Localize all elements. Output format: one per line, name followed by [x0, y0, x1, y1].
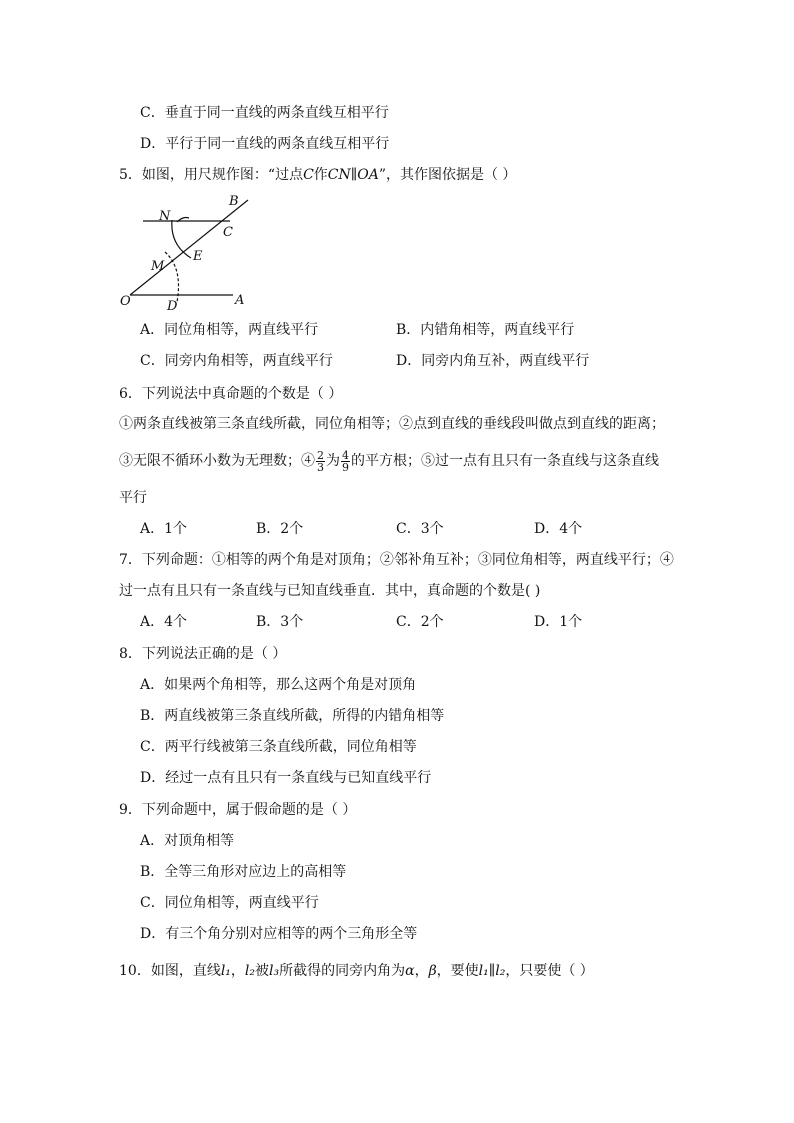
q6-frac1-den: 3	[317, 460, 324, 474]
q5-option-d: D．同旁内角互补，两直线平行	[396, 353, 590, 369]
q10-alpha: α	[405, 963, 415, 979]
q10-text-2: 被	[255, 963, 270, 979]
q5-stem-text-2: 作	[313, 167, 328, 183]
q8-option-c: C．两平行线被第三条直线所截，同位角相等	[140, 739, 417, 755]
q5-label-b: B	[229, 194, 239, 209]
q5-label-e: E	[193, 249, 203, 264]
q8-option-b: B．两直线被第三条直线所截，所得的内错角相等	[140, 708, 445, 724]
q10-line-l1: l₁	[220, 963, 231, 979]
q5-label-o: O	[120, 294, 131, 309]
q6-line-1: ①两条直线被第三条直线所截，同位角相等；②点到直线的垂线段叫做点到直线的距离；	[119, 416, 665, 432]
q5-figure	[115, 190, 265, 315]
q10-line-l1-b: l₁	[478, 963, 489, 979]
q5-stem-text: 5．如图，用尺规作图：“过点	[119, 167, 304, 183]
q6-line-2-text: ③无限不循环小数为无理数；④	[119, 453, 315, 469]
q6-line-3: 平行	[119, 490, 147, 506]
q6-option-b: B．2个	[256, 521, 304, 537]
q5-label-m: M	[151, 259, 165, 274]
q5-point-c: C	[303, 167, 314, 183]
q10-line-l3: l₃	[269, 963, 280, 979]
q10-stem	[119, 962, 594, 980]
q6-frac2-den: 9	[342, 460, 349, 474]
q7-option-b: B．3个	[256, 614, 304, 630]
q10-text-5: ，只要使（ ）	[505, 963, 594, 979]
q6-fraction-4-9	[341, 450, 350, 473]
q9-option-d: D．有三个角分别对应相等的两个三角形全等	[140, 926, 418, 942]
q5-option-c: C．同旁内角相等，两直线平行	[140, 353, 333, 369]
q10-text-1: 10．如图，直线	[119, 963, 221, 979]
q4-option-d: D．平行于同一直线的两条直线互相平行	[140, 136, 390, 152]
q10-parallel-symbol: ∥	[488, 963, 496, 979]
q5-option-a: A．同位角相等，两直线平行	[140, 322, 319, 338]
q7-option-c: C．2个	[396, 614, 444, 630]
q10-sep-2: ，	[414, 963, 429, 979]
q6-line-2-post: 的平方根；⑤过一点有且只有一条直线与这条直线	[351, 453, 659, 469]
q10-line-l2-b: l₂	[495, 963, 506, 979]
q5-stem-text-3: ”，其作图依据是（ ）	[378, 167, 517, 183]
q10-beta: β	[428, 963, 437, 979]
q10-line-l2: l₂	[244, 963, 256, 979]
q9-option-b: B．全等三角形对应边上的高相等	[140, 864, 347, 880]
q7-line-2: 过一点有且只有一条直线与已知直线垂直．其中，真命题的个数是( )	[119, 583, 541, 599]
q7-option-a: A．4个	[140, 614, 188, 630]
q6-frac1-num: 2	[317, 448, 324, 462]
q5-label-d: D	[167, 299, 178, 314]
q10-sep: ，	[230, 963, 245, 979]
q5-stem	[119, 166, 516, 184]
q5-line-cn: CN	[327, 167, 351, 183]
q9-option-c: C．同位角相等，两直线平行	[140, 895, 319, 911]
q5-option-b: B．内错角相等，两直线平行	[396, 322, 575, 338]
q5-arc-ne	[172, 220, 191, 258]
q6-stem: 6．下列说法中真命题的个数是（ ）	[119, 386, 343, 402]
q6-option-c: C．3个	[396, 521, 444, 537]
q5-label-a: A	[235, 293, 245, 308]
q7-line-1: 7．下列命题：①相等的两个角是对顶角；②邻补角互补；③同位角相等，两直线平行；④	[119, 552, 674, 568]
q6-frac2-num: 4	[342, 448, 349, 462]
q9-stem: 9．下列命题中，属于假命题的是（ ）	[119, 802, 357, 818]
q6-line-2	[119, 448, 659, 474]
q8-stem: 8．下列说法正确的是（ ）	[119, 646, 287, 662]
q9-option-a: A．对顶角相等	[140, 833, 235, 849]
q10-text-4: ，要使	[436, 963, 479, 979]
q4-option-c: C．垂直于同一直线的两条直线互相平行	[140, 105, 389, 121]
q5-parallel-symbol: ∥	[350, 167, 358, 183]
q5-ray-ob	[130, 200, 248, 295]
q8-option-d: D．经过一点有且只有一条直线与已知直线平行	[140, 770, 432, 786]
q6-option-a: A．1个	[140, 521, 188, 537]
q5-label-n: N	[159, 209, 171, 224]
q6-option-d: D．4个	[534, 521, 583, 537]
q5-line-oa: OA	[357, 167, 379, 183]
q5-label-c: C	[223, 225, 233, 240]
q6-line-2-mid: 为	[326, 453, 340, 469]
q8-option-a: A．如果两个角相等，那么这两个角是对顶角	[140, 677, 417, 693]
q7-option-d: D．1个	[534, 614, 583, 630]
q10-text-3: 所截得的同旁内角为	[279, 963, 406, 979]
q6-fraction-2-3	[316, 450, 325, 473]
